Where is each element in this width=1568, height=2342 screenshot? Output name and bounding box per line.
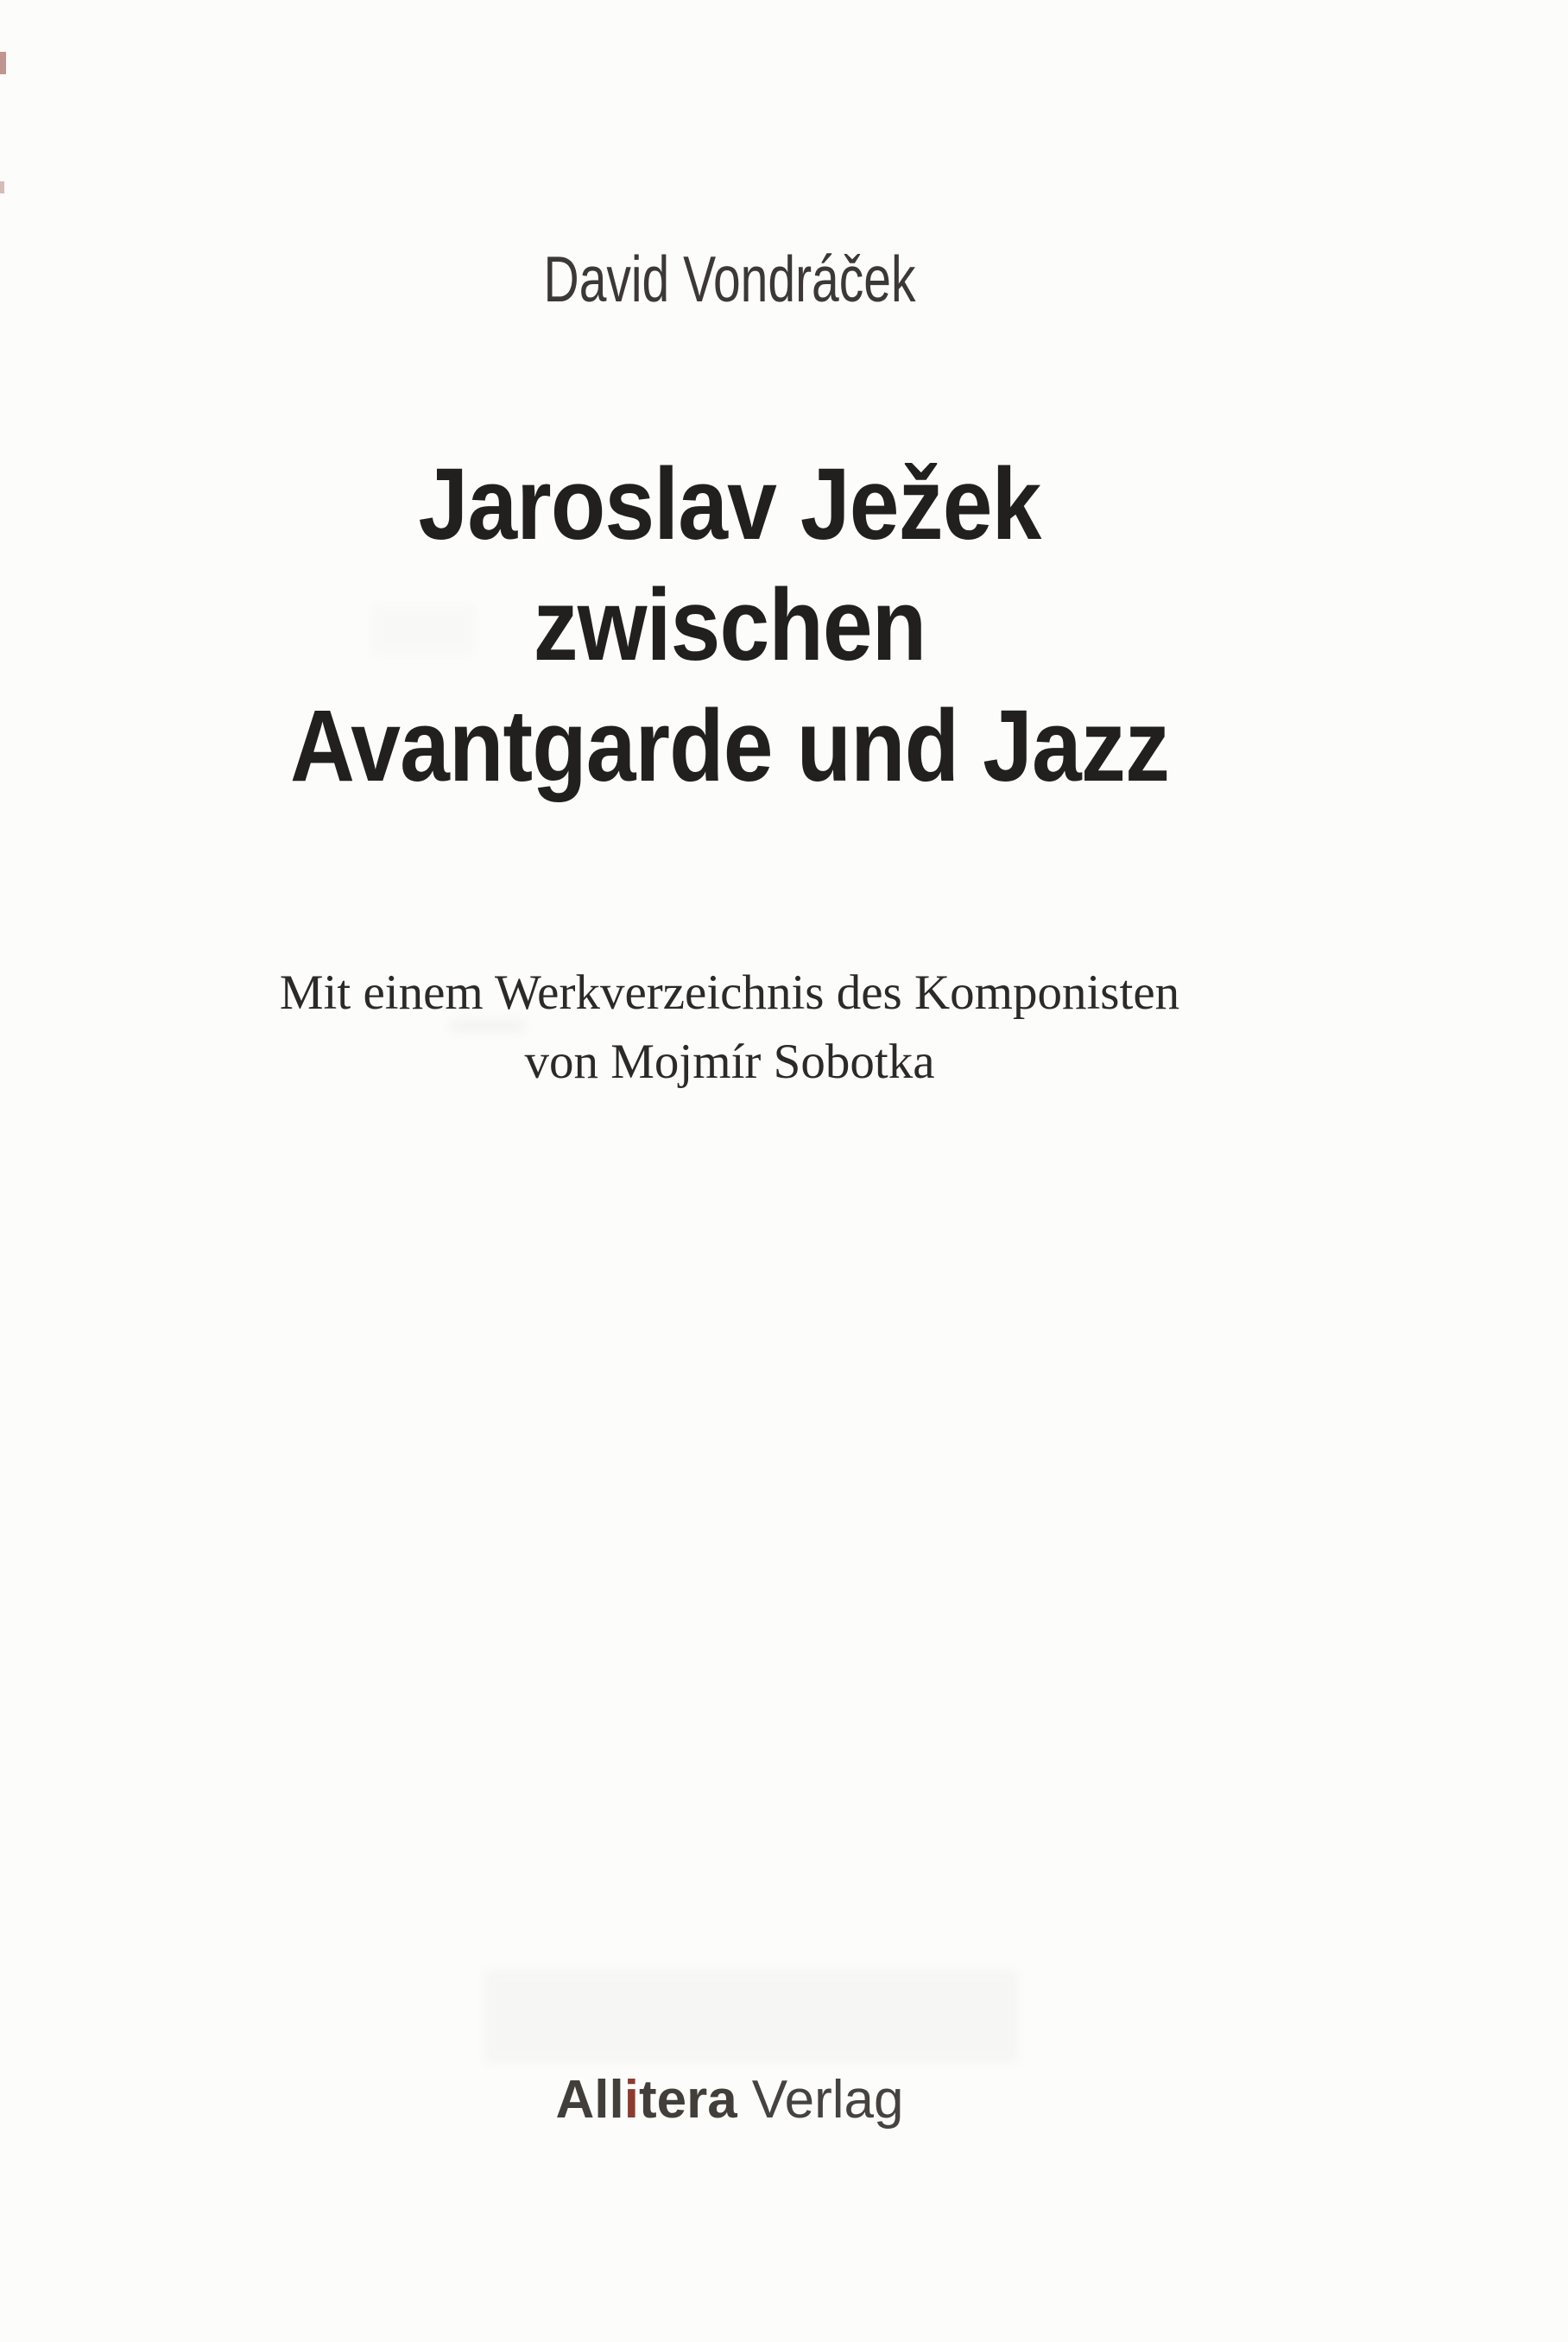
title-line-2: zwischen bbox=[533, 568, 926, 682]
book-title bbox=[87, 444, 1371, 807]
publisher-name bbox=[555, 2070, 737, 2130]
publisher-name-prefix: All bbox=[555, 2070, 624, 2130]
title-line-1: Jaroslav Ježek bbox=[418, 447, 1041, 561]
subtitle-line-1: Mit einem Werkverzeichnis des Komponisten bbox=[279, 965, 1180, 1020]
publisher-word-verlag: Verlag bbox=[751, 2070, 904, 2130]
author-name: David Vondráček bbox=[543, 243, 916, 315]
subtitle-line-2: von Mojmír Sobotka bbox=[524, 1035, 935, 1089]
scan-artifact bbox=[0, 181, 4, 193]
scan-ghosting bbox=[484, 1969, 1019, 2064]
title-line-3: Avantgarde und Jazz bbox=[289, 689, 1170, 803]
subtitle bbox=[0, 959, 1459, 1097]
publisher-imprint bbox=[0, 2070, 1459, 2130]
publisher-red-i: i bbox=[623, 2070, 639, 2130]
publisher-name-suffix: tera bbox=[638, 2070, 737, 2130]
scan-artifact bbox=[0, 52, 6, 74]
